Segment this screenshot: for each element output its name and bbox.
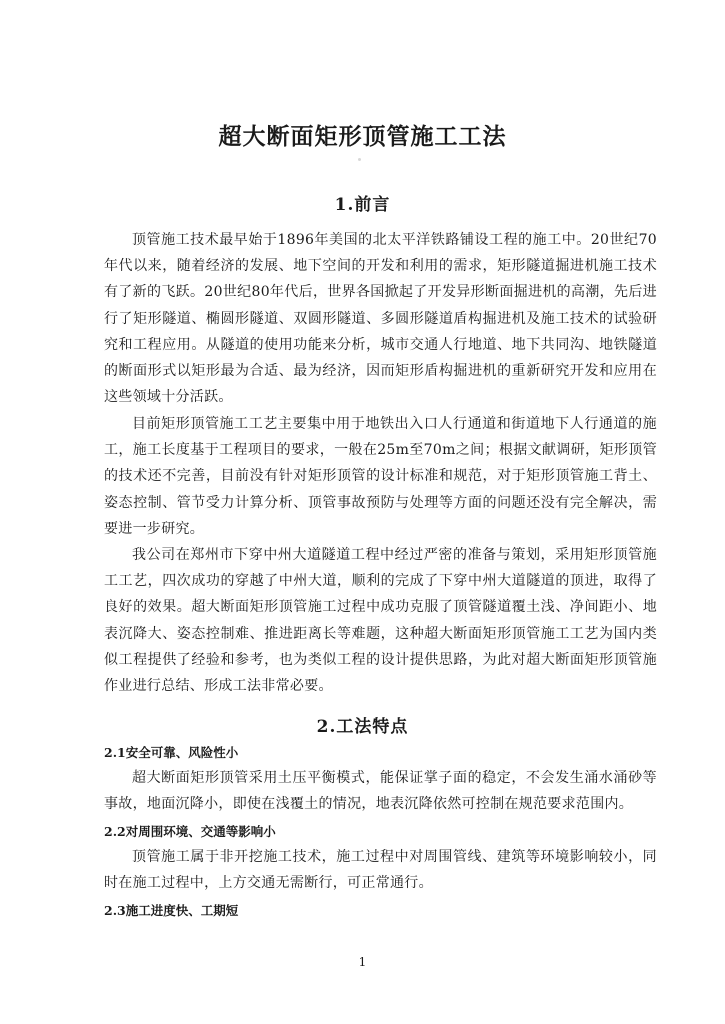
document-title: 超大断面矩形顶管施工工法: [218, 123, 507, 150]
subsection-paragraph-2-2: 顶管施工属于非开挖施工技术，施工过程中对周围管线、建筑等环境影响较小，同时在施工过程中，上方交通无需断行，可正常通行。: [104, 849, 657, 892]
subsection-heading-2-2: 2.2对周围环境、交通等影响小: [104, 824, 276, 839]
preface-paragraph-1: 顶管施工技术最早始于1896年美国的北太平洋铁路铺设工程的施工中。20世纪70年代以来，随着经济的发展、地下空间的开发和利用的需求，矩形隧道掘进机施工技术有了新的飞跃。20世纪80年代后，世界各国掀起了开发异形断面掘进机的高潮，先后进行了矩形隧道、椭圆形隧道、双圆形隧道、多圆形隧道盾构掘进机及施工技术的试验研究和工程应用。从隧道的使用功能来分析，城市交通人行地道、地下共同沟、地铁隧道的断面形式以矩形最为合适、最为经济，因而矩形盾构掘进机的重新研究开发和应用在这些领域十分活跃。: [104, 232, 657, 406]
page-number: 1: [358, 955, 367, 969]
decorative-dot: [358, 158, 361, 161]
preface-paragraph-3: 我公司在郑州市下穿中州大道隧道工程中经过严密的准备与策划，采用矩形顶管施工工艺，四次成功的穿越了中州大道，顺利的完成了下穿中州大道隧道的顶进，取得了良好的效果。超大断面矩形顶管施工过程中成功克服了顶管隧道覆土浅、净间距小、地表沉降大、姿态控制难、推进距离长等难题，这种超大断面矩形顶管施工工艺为国内类似工程提供了经验和参考，也为类似工程的设计提供思路，为此对超大断面矩形顶管施作业进行总结、形成工法非常必要。: [104, 547, 657, 695]
section-heading-preface: 1.前言: [334, 195, 391, 215]
section-heading-features: 2.工法特点: [316, 717, 409, 737]
subsection-paragraph-2-1: 超大断面矩形顶管采用土压平衡模式，能保证掌子面的稳定，不会发生涌水涌砂等事故，地面沉降小，即使在浅覆土的情况，地表沉降依然可控制在规范要求范围内。: [104, 770, 657, 813]
preface-paragraph-2: 目前矩形顶管施工工艺主要集中用于地铁出入口人行通道和街道地下人行通道的施工，施工长度基于工程项目的要求，一般在25m至70m之间；根据文献调研，矩形顶管的技术还不完善，目前没有针对矩形顶管的设计标准和规范，对于矩形顶管施工背土、姿态控制、管节受力计算分析、顶管事故预防与处理等方面的问题还没有完全解决，需要进一步研究。: [104, 416, 657, 537]
subsection-heading-2-3: 2.3施工进度快、工期短: [104, 903, 239, 918]
subsection-heading-2-1: 2.1安全可靠、风险性小: [104, 745, 239, 760]
